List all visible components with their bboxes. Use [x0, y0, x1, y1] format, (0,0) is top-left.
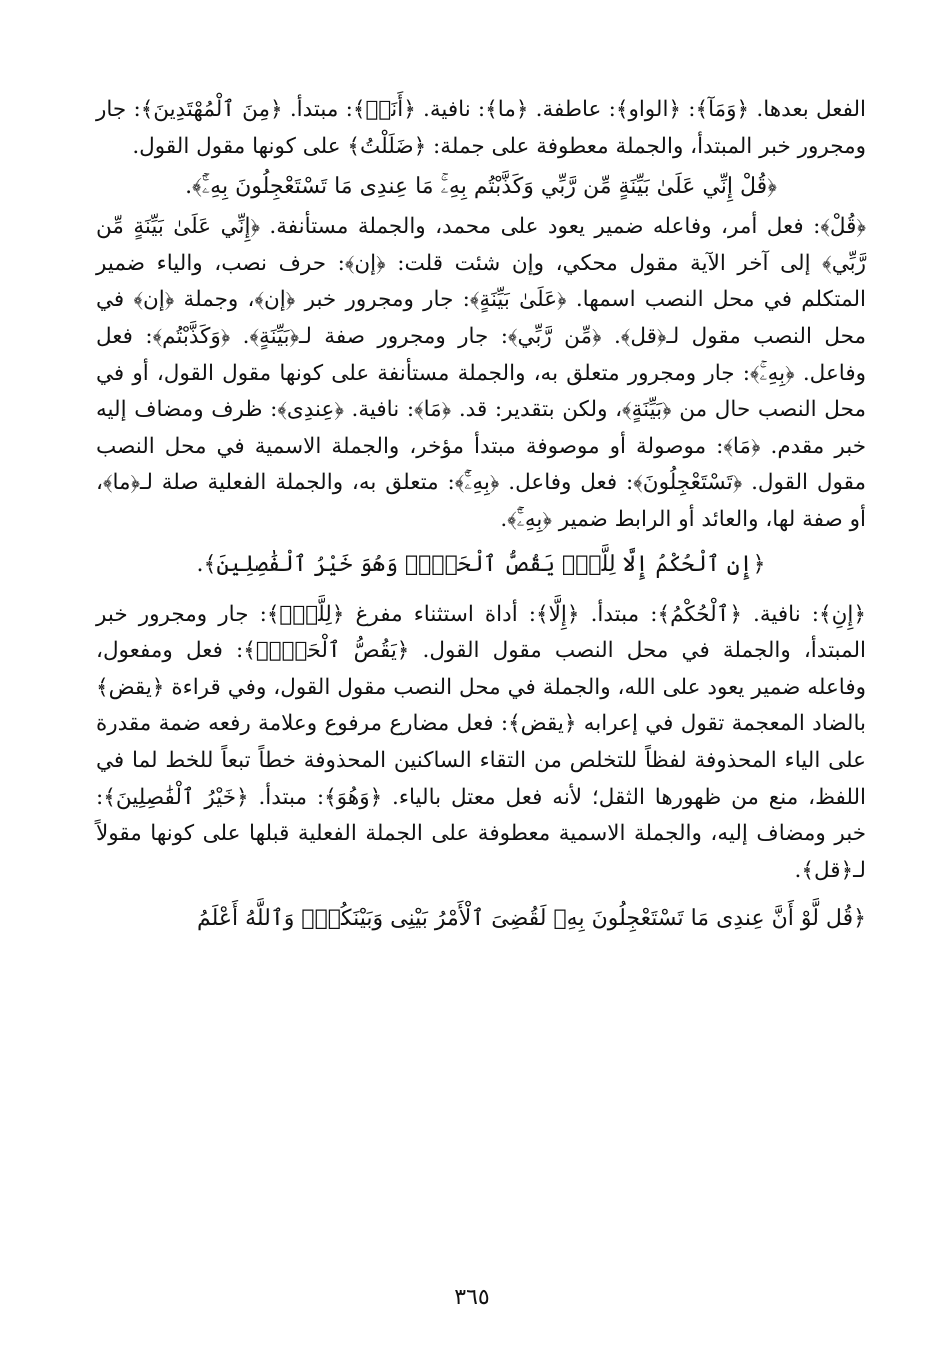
page-body — [96, 92, 866, 937]
page-number: ٣٦٥ — [454, 1285, 490, 1310]
paragraph: ﴿قُلْ﴾: فعل أمر، وفاعله ضمير يعود على محمد، والجملة مستأنفة. ﴿إِنِّي عَلَىٰ بَيِّنَةٍ مِّن رَّبِّي﴾ إلى آخر الآية مقول محكي، وإن شئت قلت: ﴿إن﴾: حرف نصب، والياء ضمير المتكلم في محل النصب اسمها. ﴿عَلَىٰ بَيِّنَةٍ﴾: جار ومجرور خبر ﴿إن﴾، وجملة ﴿إن﴾ في محل النصب مقول لـ﴿قل﴾. ﴿مِّن رَّبِّي﴾: جار ومجرور صفة لـ﴿بَيِّنَةٍ﴾. ﴿وَكَذَّبْتُم﴾: فعل وفاعل. ﴿بِهِۦۚ﴾: جار ومجرور متعلق به، والجملة مستأنفة على كونها مقول القول، أو في محل النصب حال من ﴿بَيِّنَةٍ﴾، ولكن بتقدير: قد. ﴿مَا﴾: نافية. ﴿عِندِى﴾: ظرف ومضاف إليه خبر مقدم. ﴿مَا﴾: موصولة أو موصوفة مبتدأ مؤخر، والجملة الاسمية في محل النصب مقول القول. ﴿تَسْتَعْجِلُونَ﴾: فعل وفاعل. ﴿بِهِۦٓۚ﴾: متعلق به، والجملة الفعلية صلة لـ﴿ما﴾، أو صفة لها، والعائد أو الرابط ضمير ﴿بِهِۦٓۚ﴾. — [96, 214, 866, 532]
paragraph: ﴿إِنِ﴾: نافية. ﴿ٱلْحُكْمُ﴾: مبتدأ. ﴿إِلَّا﴾: أداة استثناء مفرغ ﴿لِلَّهِۖ﴾: جار ومجرور خبر المبتدأ، والجملة في محل النصب مقول القول. ﴿يَقُصُّ ٱلْحَقَّۖ﴾: فعل ومفعول، وفاعله ضمير يعود على الله، والجملة في محل النصب مقول القول، وفي قراءة ﴿يقض﴾ بالضاد المعجمة تقول في إعرابه ﴿يقض﴾: فعل مضارع مرفوع وعلامة رفعه ضمة مقدرة على الياء المحذوفة لفظاً للتخلص من التقاء الساكنين المحذوفة خطاً تبعاً للخط لما في اللفظ، منع من ظهورها الثقل؛ لأنه فعل معتل بالياء. ﴿وَهُوَ﴾: مبتدأ. ﴿خَيْرُ ٱلْفَٰصِلِينَ﴾: خبر ومضاف إليه، والجملة الاسمية معطوفة على الجملة الفعلية قبلها على كونها مقولاً لـ﴿قل﴾. — [96, 601, 866, 883]
quran-verse: ﴿قُل لَّوْ أَنَّ عِندِى مَا تَسْتَعْجِلُونَ بِهِۦ لَقُضِىَ ٱلْأَمْرُ بَيْنِى وَبَيْنَكُمْۗ وَٱللَّهُ أَعْلَمُ — [196, 906, 866, 932]
quran-verse: ﴿قُلْ إِنِّي عَلَىٰ بَيِّنَةٍ مِّن رَّبِّي وَكَذَّبْتُم بِهِۦۚ مَا عِندِى مَا تَسْتَعْجِلُونَ بِهِۦٓۚ﴾. — [185, 174, 777, 200]
quran-verse: ﴿إِنِ ٱلْحُكْمُ إِلَّا لِلَّهِۖ يَقُصُّ ٱلْحَقَّۖ وَهُوَ خَيْرُ ٱلْفَٰصِلِينَ﴾. — [196, 551, 766, 577]
paragraph: الفعل بعدها. ﴿وَمَآ﴾: ﴿الواو﴾: عاطفة. ﴿ما﴾: نافية. ﴿أَنَا۠﴾: مبتدأ. ﴿مِنَ ٱلْمُهْتَدِينَ﴾: جار ومجرور خبر المبتدأ، والجملة معطوفة على جملة: ﴿ضَلَلْتُ﴾ على كونها مقول القول. — [96, 97, 866, 159]
